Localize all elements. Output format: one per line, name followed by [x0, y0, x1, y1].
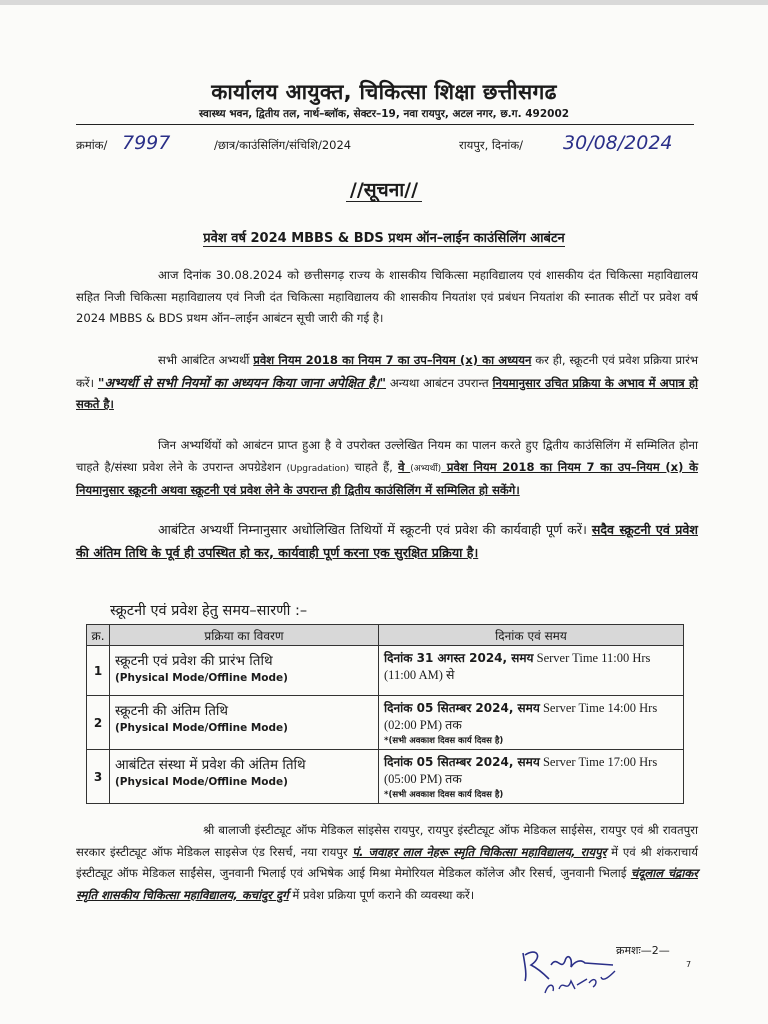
- table-row: [87, 646, 684, 696]
- col-process: प्रक्रिया का विवरण: [110, 625, 379, 646]
- paragraph-4: आबंटित अभ्यर्थी निम्नानुसार अधोलिखित तिथियों में स्क्रूटनी एवं प्रवेश की कार्यवाही पूर्ण करें। सदैव स्क्रूटनी एवं प्रवेश की अंतिम तिथि के पूर्व ही उपस्थित हो कर, कार्यवाही पूर्ण करना एक सुरक्षित प्रक्रिया है।: [76, 522, 698, 560]
- row-number: 1: [87, 646, 110, 696]
- col-datetime: दिनांक एवं समय: [379, 625, 684, 646]
- reference-line: [76, 134, 696, 158]
- row-process: स्क्रूटनी की अंतिम तिथि (Physical Mode/Offline Mode): [110, 696, 379, 750]
- office-address: स्वास्थ्य भवन, द्वितीय तल, नार्थ–ब्लॉक, सेक्टर–19, नवा रायपुर, अटल नगर, छ.ग. 492002: [198, 108, 570, 120]
- notice-title: //सूचना//: [0, 176, 768, 202]
- office-title: कार्यालय आयुक्त, चिकित्सा शिक्षा छत्तीसगढ: [211, 80, 557, 104]
- reference-dept: /छात्र/काउंसिलिंग/संचिशि/2024: [214, 138, 352, 152]
- table-row: [87, 696, 684, 750]
- row-datetime: दिनांक 05 सितम्बर 2024, समय Server Time 14:00 Hrs (02:00 PM) तक *(सभी अवकाश दिवस कार्य दिवस है): [379, 696, 684, 750]
- schedule-header-row: [87, 625, 684, 646]
- row-process: आबंटित संस्था में प्रवेश की अंतिम तिथि (Physical Mode/Offline Mode): [110, 750, 379, 804]
- row-number: 2: [87, 696, 110, 750]
- header-divider: [76, 124, 694, 125]
- reference-date: 30/08/2024: [563, 132, 673, 154]
- paragraph-5: श्री बालाजी इंस्टीट्यूट ऑफ मेडिकल सांइसेस रायपुर, रायपुर इंस्टीट्यूट ऑफ मेडिकल साईसेस, रायपुर एवं श्री रावतपुरा सरकार इंस्टीट्यूट ऑफ मेडिकल साइसेज एंड रिसर्च, नया रायपुर पं. जवाहर लाल नेहरू स्मृति चिकित्सा महाविद्यालय, रायपुर में एवं श्री शंकराचार्य इंस्टीट्यूट ऑफ मेडिकल साईंसेस, जुनवानी भिलाई एवं अभिषेक आई मिश्रा मेमोरियल मेडिकल कॉलेज और रिसर्च, जुनवानी भिलाई चंदूलाल चंद्राकर स्मृति शासकीय चिकित्सा महाविद्यालय, कचांदुर दुर्ग में प्रवेश प्रक्रिया पूर्ण कराने की व्यवस्था करें।: [76, 823, 698, 902]
- schedule-title: स्क्रूटनी एवं प्रवेश हेतु समय–सारणी :–: [110, 603, 308, 619]
- col-number: क्र.: [87, 625, 110, 646]
- paragraph-1: आज दिनांक 30.08.2024 को छत्तीसगढ़ राज्य के शासकीय चिकित्सा महाविद्यालय एवं शासकीय दंत चिकित्सा महाविद्यालय सहित निजी चिकित्सा महाविद्यालय एवं निजी दंत चिकित्सा महाविद्यालय की शासकीय नियतांश एवं प्रबंधन नियतांश की स्नातक सीटों पर प्रवेश वर्ष 2024 MBBS & BDS प्रथम ऑन–लाईन आबंटन सूची जारी की गई है।: [76, 268, 698, 325]
- kramank-label: क्रमांक/: [76, 138, 108, 152]
- row-datetime: दिनांक 31 अगस्त 2024, समय Server Time 11:00 Hrs (11:00 AM) से: [379, 646, 684, 696]
- reference-number: 7997: [122, 132, 171, 154]
- row-datetime: दिनांक 05 सितम्बर 2024, समय Server Time 17:00 Hrs (05:00 PM) तक *(सभी अवकाश दिवस कार्य दिवस है): [379, 750, 684, 804]
- row-process: स्क्रूटनी एवं प्रवेश की प्रारंभ तिथि (Physical Mode/Offline Mode): [110, 646, 379, 696]
- subject-line: प्रवेश वर्ष 2024 MBBS & BDS प्रथम ऑन–लाईन काउंसिलिंग आबंटन: [203, 231, 565, 246]
- paragraph-2: सभी आबंटित अभ्यर्थी प्रवेश नियम 2018 का नियम 7 का उप–नियम (x) का अध्ययन कर ही, स्क्रूटनी एवं प्रवेश प्रक्रिया प्रारंभ करें। "अभ्यर्थी से सभी नियमों का अध्ययन किया जाना अपेक्षित है।" अन्यथा आबंटन उपरान्त नियमानुसार उचित प्रक्रिया के अभाव में अपात्र हो सकते है।: [76, 353, 698, 411]
- page-number: 7: [686, 960, 692, 969]
- paragraph-3: जिन अभ्यर्थियों को आबंटन प्राप्त हुआ है वे उपरोक्त उल्लेखित नियम का पालन करते हुए द्वितीय काउंसिलिंग में सम्मिलित होना चाहते है/संस्था प्रवेश लेने के उपरान्त अपग्रेडेशन (Upgradation) चाहते हैं, वे (अभ्यर्थी) प्रवेश नियम 2018 का नियम 7 का उप–नियम (x) के नियमानुसार स्क्रूटनी अथवा स्क्रूटनी एवं प्रवेश लेने के उपरान्त ही द्वितीय काउंसिलिंग में सम्मिलित हो सकेंगे।: [76, 438, 698, 497]
- row-number: 3: [87, 750, 110, 804]
- table-row: [87, 750, 684, 804]
- continued-marker: क्रमशः—2—: [616, 944, 670, 957]
- place-date-label: रायपुर, दिनांक/: [459, 138, 524, 152]
- scan-top-edge: [0, 0, 768, 5]
- schedule-table: [86, 624, 684, 804]
